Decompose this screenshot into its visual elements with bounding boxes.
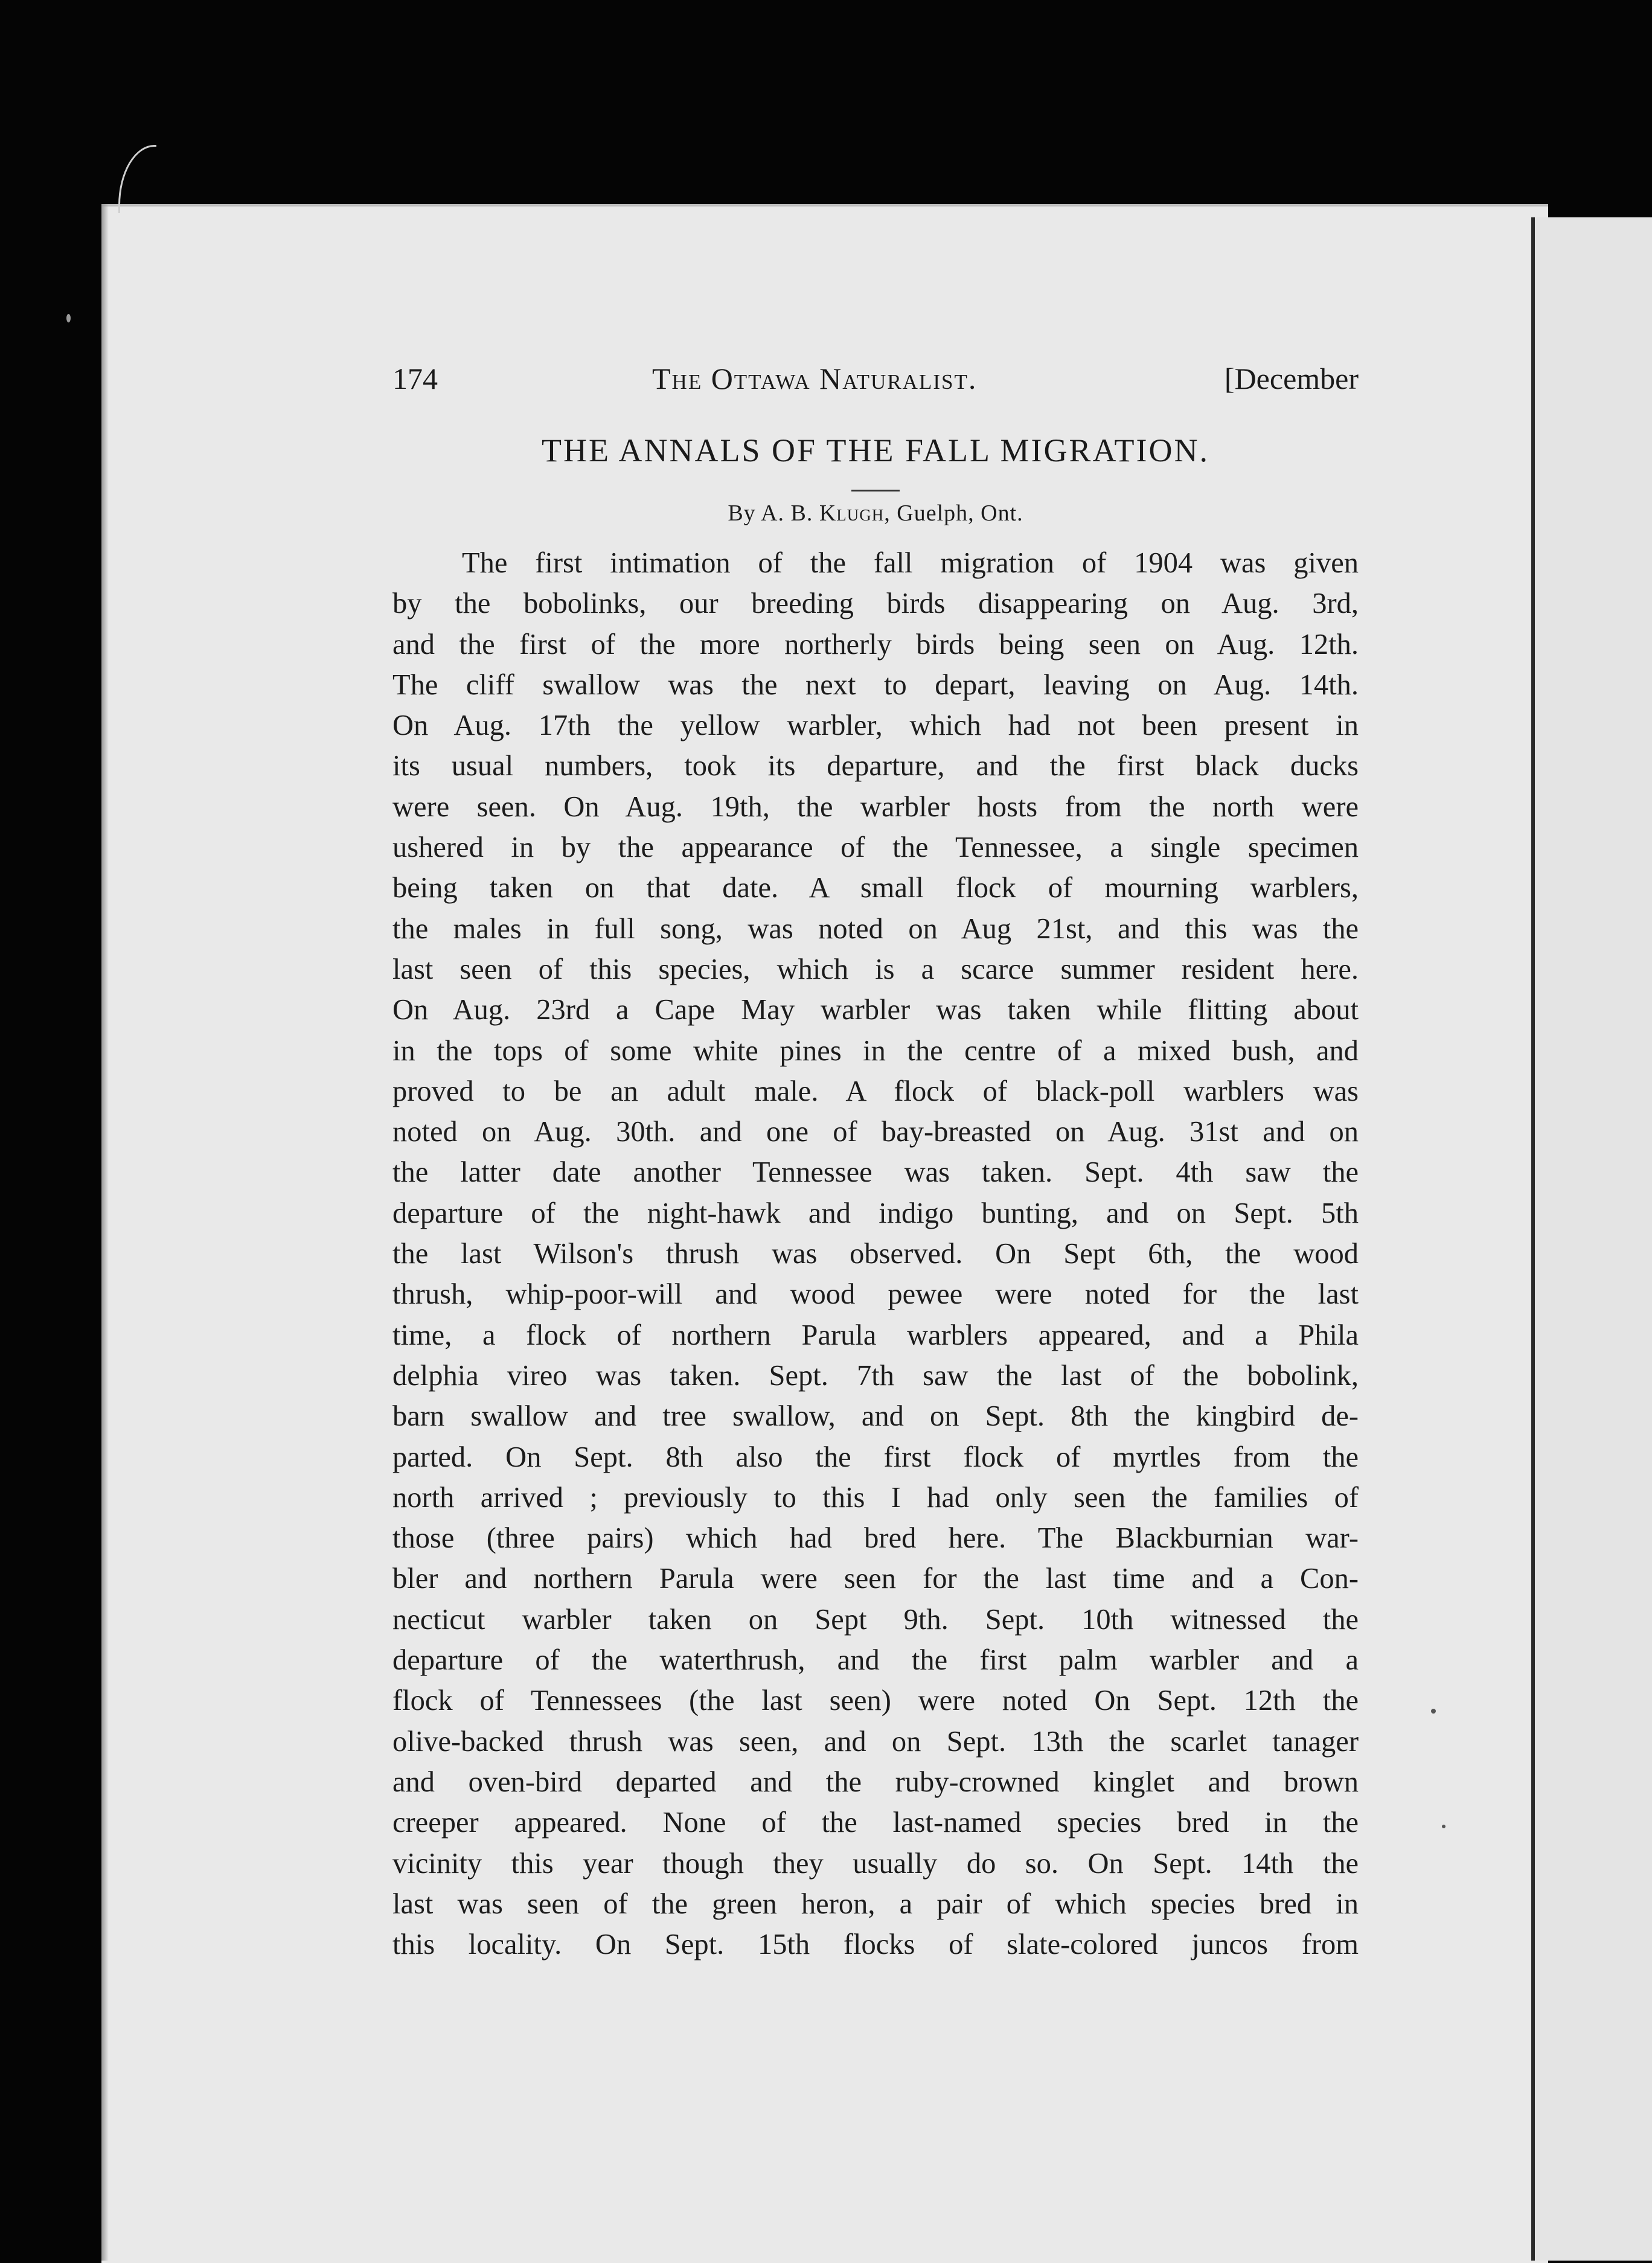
- running-header: [392, 361, 1359, 403]
- article-title: THE ANNALS OF THE FALL MIGRATION.: [542, 432, 1209, 469]
- text-line: On Aug. 17th the yellow warbler, which had not been present in: [392, 709, 1359, 742]
- facing-page-edge: [1531, 217, 1652, 2261]
- text-line: those (three pairs) which had bred here. The Blackburnian war-: [392, 1522, 1359, 1555]
- text-line: this locality. On Sept. 15th flocks of slate-colored juncos from: [392, 1929, 1359, 1961]
- text-line: ushered in by the appearance of the Tennessee, a single specimen: [392, 831, 1359, 864]
- article-body: [392, 543, 1359, 1965]
- byline: [392, 500, 1359, 527]
- text-line: On Aug. 23rd a Cape May warbler was taken while flitting about: [392, 994, 1359, 1026]
- text-line: bler and northern Parula were seen for the last time and a Con-: [392, 1563, 1359, 1595]
- text-line: the last Wilson's thrush was observed. On Sept 6th, the wood: [392, 1238, 1359, 1270]
- text-line: time, a flock of northern Parula warblers appeared, and a Phila: [392, 1319, 1359, 1351]
- text-line: necticut warbler taken on Sept 9th. Sept. 10th witnessed the: [392, 1603, 1359, 1636]
- text-line: north arrived ; previously to this I had only seen the families of: [392, 1481, 1359, 1514]
- text-line: being taken on that date. A small flock of mourning warblers,: [392, 872, 1359, 904]
- text-line: olive-backed thrush was seen, and on Sept. 13th the scarlet tanager: [392, 1725, 1359, 1758]
- text-line: thrush, whip-poor-will and wood pewee were noted for the last: [392, 1278, 1359, 1311]
- dust-speck: [1431, 1709, 1436, 1714]
- text-line: parted. On Sept. 8th also the first flock of myrtles from the: [392, 1441, 1359, 1473]
- byline-prefix: By A. B.: [728, 501, 813, 526]
- text-line: in the tops of some white pines in the centre of a mixed bush, and: [392, 1034, 1359, 1067]
- text-line: flock of Tennessees (the last seen) were noted On Sept. 12th the: [392, 1685, 1359, 1717]
- text-line: departure of the night-hawk and indigo bunting, and on Sept. 5th: [392, 1197, 1359, 1229]
- text-line: and oven-bird departed and the ruby-crowned kinglet and brown: [392, 1765, 1359, 1798]
- page-number: 174: [392, 362, 438, 395]
- text-line: and the first of the more northerly birds being seen on Aug. 12th.: [392, 628, 1359, 661]
- text-line: The first intimation of the fall migration of 1904 was given: [462, 547, 1359, 579]
- author-name: Klugh: [819, 501, 885, 526]
- text-line: last was seen of the green heron, a pair of which species bred in: [392, 1887, 1359, 1920]
- text-line: vicinity this year though they usually do so. On Sept. 14th the: [392, 1847, 1359, 1880]
- dust-speck: [66, 314, 71, 322]
- text-line: noted on Aug. 30th. and one of bay-breasted on Aug. 31st and on: [392, 1116, 1359, 1148]
- page-curl: [118, 145, 156, 213]
- text-line: departure of the waterthrush, and the first palm warbler and a: [392, 1644, 1359, 1677]
- byline-suffix: , Guelph, Ont.: [884, 501, 1023, 526]
- text-line: were seen. On Aug. 19th, the warbler hosts from the north were: [392, 790, 1359, 823]
- issue-month: [December: [1224, 362, 1359, 395]
- text-line: barn swallow and tree swallow, and on Sept. 8th the kingbird de-: [392, 1400, 1359, 1433]
- text-line: creeper appeared. None of the last-named species bred in the: [392, 1807, 1359, 1839]
- text-line: proved to be an adult male. A flock of black-poll warblers was: [392, 1075, 1359, 1107]
- text-line: the latter date another Tennessee was taken. Sept. 4th saw the: [392, 1156, 1359, 1189]
- text-line: by the bobolinks, our breeding birds disappearing on Aug. 3rd,: [392, 587, 1359, 620]
- journal-title: The Ottawa Naturalist.: [652, 362, 978, 395]
- text-line: last seen of this species, which is a scarce summer resident here.: [392, 953, 1359, 985]
- text-line: the males in full song, was noted on Aug 21st, and this was the: [392, 912, 1359, 945]
- page-edge-shadow: [101, 204, 109, 2261]
- dust-speck: [1442, 1825, 1446, 1828]
- title-rule: [851, 490, 900, 491]
- text-line: its usual numbers, took its departure, and the first black ducks: [392, 750, 1359, 783]
- text-line: The cliff swallow was the next to depart, leaving on Aug. 14th.: [392, 668, 1359, 701]
- text-line: delphia vireo was taken. Sept. 7th saw the last of the bobolink,: [392, 1359, 1359, 1392]
